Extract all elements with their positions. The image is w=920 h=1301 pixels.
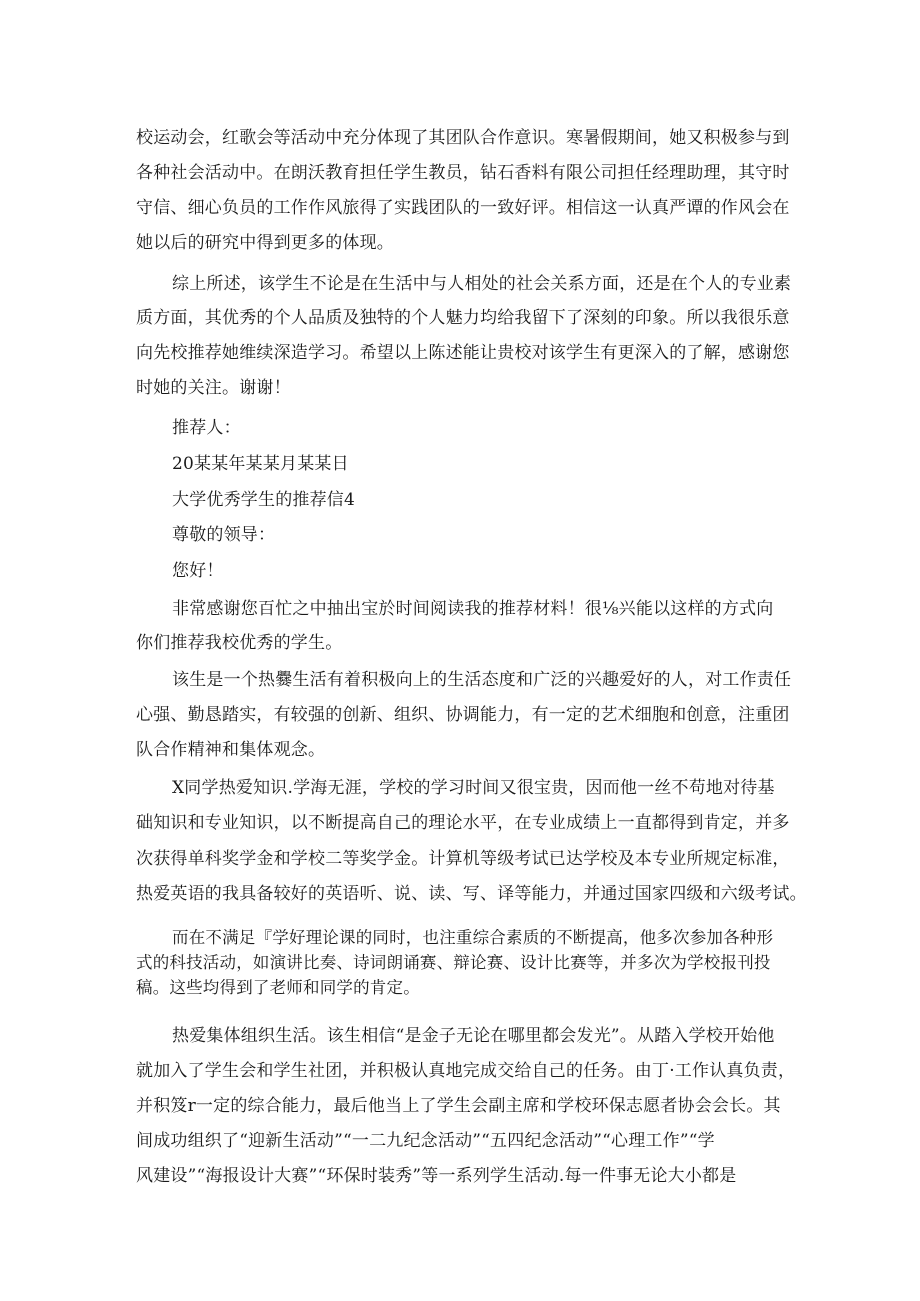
text-line: 向先校推荐她维续深造学习。希望以上陈述能让贵校对该学生有更深入的了解，感谢您 — [136, 343, 790, 363]
text-line: 守信、细心负员的工作作风旅得了实践团队的一致好评。相信这一认真严谭的作风会在 — [136, 198, 790, 218]
text-line: 风建设”“海报设计大赛”“环保时装秀”等一系列学生活动.每一件事无论大小都是 — [136, 1166, 737, 1186]
text-line: 就加入了学生会和学生社团，并积极认真地完成交给自己的任务。由丁·工作认真负责， — [136, 1061, 796, 1081]
text-line: 而在不满足『学好理论课的同时，也注重综合素质的不断提高，他多次参加各种形 — [172, 928, 774, 947]
salutation: 尊敬的领导： — [172, 525, 276, 545]
text-line: 式的科技活动，如演讲比奏、诗词朗诵赛、辩论赛、设计比赛等，并多次为学校报刊投 — [136, 953, 771, 972]
text-line: 心强、勤恳踏实，有较强的创新、组织、协调能力，有一定的艺术细胞和创意，注重团 — [136, 705, 790, 725]
text-line: 她以后的研究中得到更多的体现。 — [136, 233, 394, 253]
text-line: 次获得单科奖学金和学校二等奖学金。计算机等级考试已达学校及本专业所规定标准， — [136, 849, 790, 869]
text-line: 热爱集体组织生活。该生相信“是金子无论在哪里都会发光”。从踏入学校开始他 — [172, 1026, 775, 1046]
text-line: 非常感谢您百忙之中抽出宝於时间阅读我的推荐材料！很⅛兴能以这样的方式向 — [172, 599, 774, 619]
text-line: 校运动会，红歌会等活动中充分体现了其团队合作意识。寒暑假期间，她又积极参与到 — [136, 128, 790, 148]
text-line: 热爱英语的我具备较好的英语听、说、读、写、译等能力，并通过国家四级和六级考试。 — [136, 884, 807, 904]
text-line: 各种社会活动中。在朗沃教育担任学生教员，钻石香料有限公司担任经理助理，其守时 — [136, 163, 790, 183]
text-line: 础知识和专业知识，以不断提高自己的理论水平，在专业成绩上一直都得到肯定，并多 — [136, 813, 790, 833]
text-line: 综上所述，该学生不论是在生活中与人相处的社会关系方面，还是在个人的专业素 — [172, 274, 792, 294]
signature-label: 推荐人： — [172, 418, 241, 438]
text-line: 队合作精神和集体观念。 — [136, 740, 326, 760]
text-line: 该生是一个热爨生活有着积极向上的生活态度和广泛的兴趣爱好的人，对工作责任 — [172, 670, 792, 690]
date-line: 20某某年某某月某某日 — [172, 454, 349, 474]
text-line: 质方面，其优秀的个人品质及独特的个人魅力均给我留下了深刻的印象。所以我很乐意 — [136, 308, 790, 328]
text-line: 间成功组织了“迎新生活动”“一二九纪念活动”“五四纪念活动”“心理工作”“学 — [136, 1131, 715, 1151]
text-line: 你们推荐我校优秀的学生。 — [136, 633, 343, 653]
greeting: 您好！ — [172, 561, 224, 581]
text-line: X同学热爱知识.学海无涯，学校的学习时间又很宝贵，因而他一丝不苟地对待基 — [172, 778, 775, 798]
text-line: 并积笈r一定的综合能力，最后他当上了学生会副主席和学校环保志愿者协会会长。其 — [136, 1096, 781, 1116]
text-line: 时她的关注。谢谢！ — [136, 378, 291, 398]
text-line: 稿。这些均得到了老师和同学的肯定。 — [136, 978, 420, 997]
section-title: 大学优秀学生的推荐信4 — [172, 490, 356, 510]
